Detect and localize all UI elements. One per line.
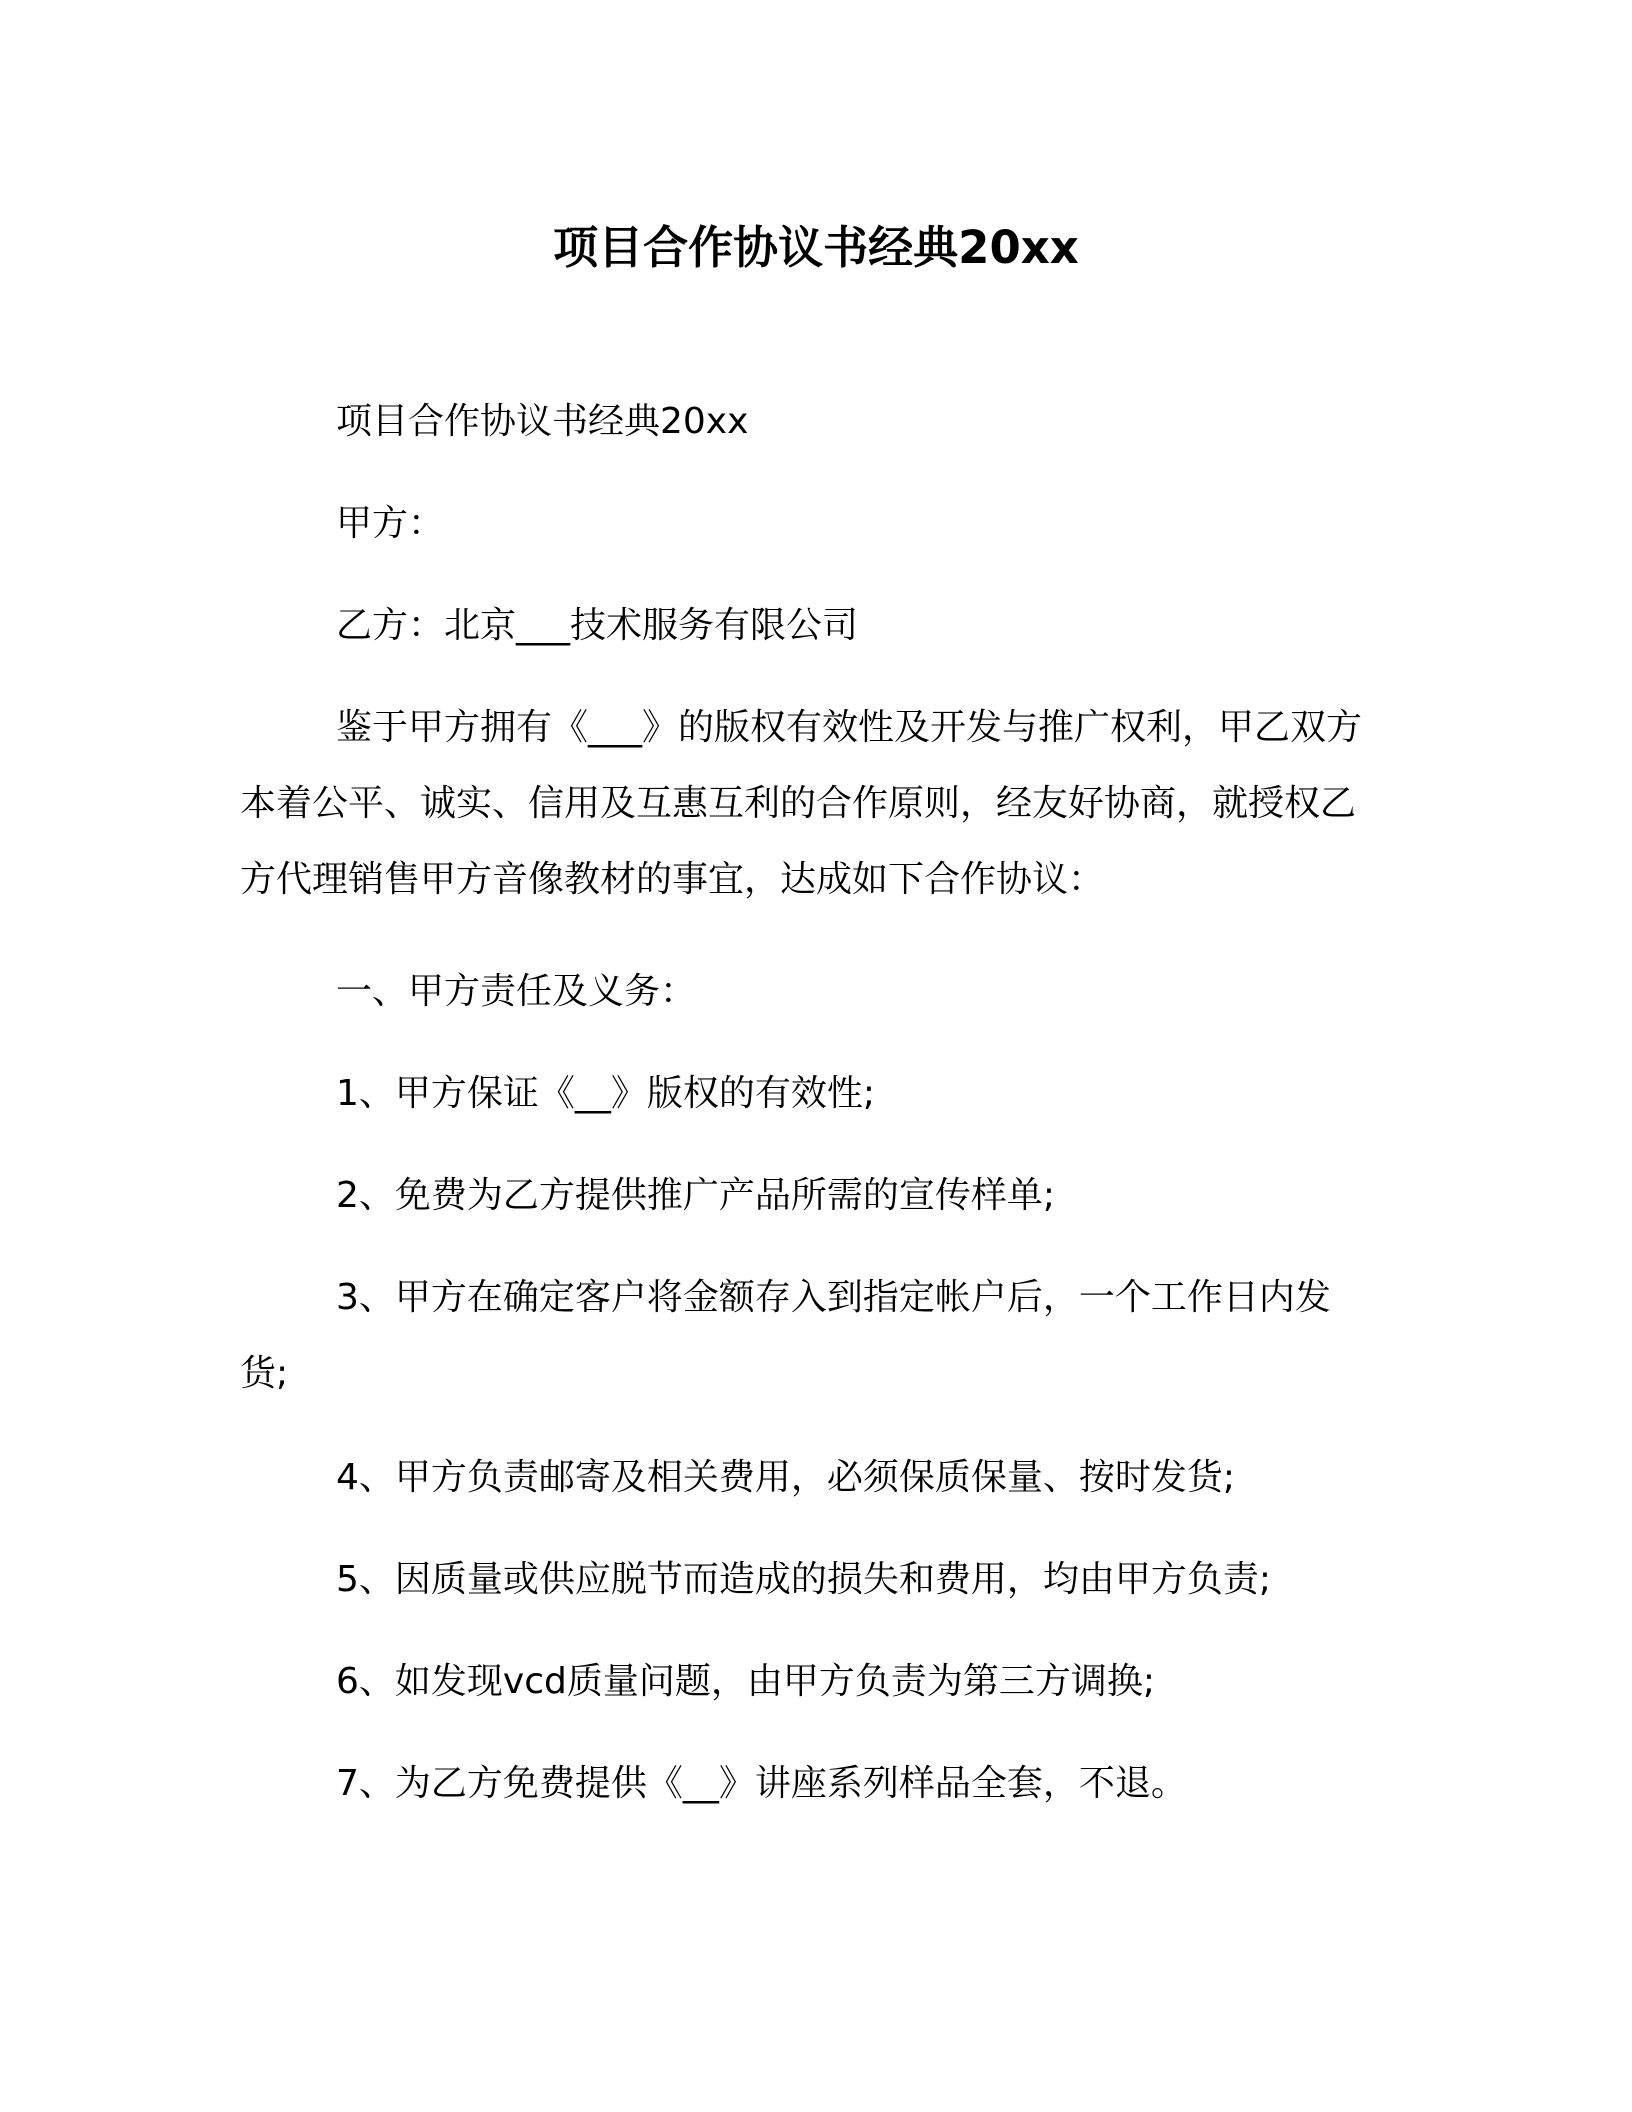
clause-7: 7、为乙方免费提供《__》讲座系列样品全套，不退。	[336, 1763, 1187, 1804]
clause-3: 3、甲方在确定客户将金额存入到指定帐户后，一个工作日内发货;	[240, 1277, 1331, 1394]
paragraph-party-a: 甲方：	[336, 503, 445, 544]
document-title: 项目合作协议书经典20xx	[553, 221, 1079, 274]
clause-4: 4、甲方负责邮寄及相关费用，必须保质保量、按时发货;	[336, 1457, 1236, 1498]
clause-2: 2、免费为乙方提供推广产品所需的宣传样单;	[336, 1175, 1056, 1216]
clause-1: 1、甲方保证《__》版权的有效性;	[336, 1073, 876, 1114]
clause-6: 6、如发现vcd质量问题，由甲方负责为第三方调换;	[336, 1661, 1155, 1702]
paragraph-subtitle: 项目合作协议书经典20xx	[336, 401, 749, 442]
clause-5: 5、因质量或供应脱节而造成的损失和费用，均由甲方负责;	[336, 1559, 1272, 1600]
section-heading-party-a-duties: 一、甲方责任及义务：	[336, 971, 697, 1012]
paragraph-preamble: 鉴于甲方拥有《___》的版权有效性及开发与推广权利，甲乙双方本着公平、诚实、信用及互惠互利的合作原则，经友好协商，就授权乙方代理销售甲方音像教材的事宜，达成如下合作协议：	[240, 707, 1363, 900]
paragraph-party-b: 乙方：北京___技术服务有限公司	[336, 605, 859, 646]
